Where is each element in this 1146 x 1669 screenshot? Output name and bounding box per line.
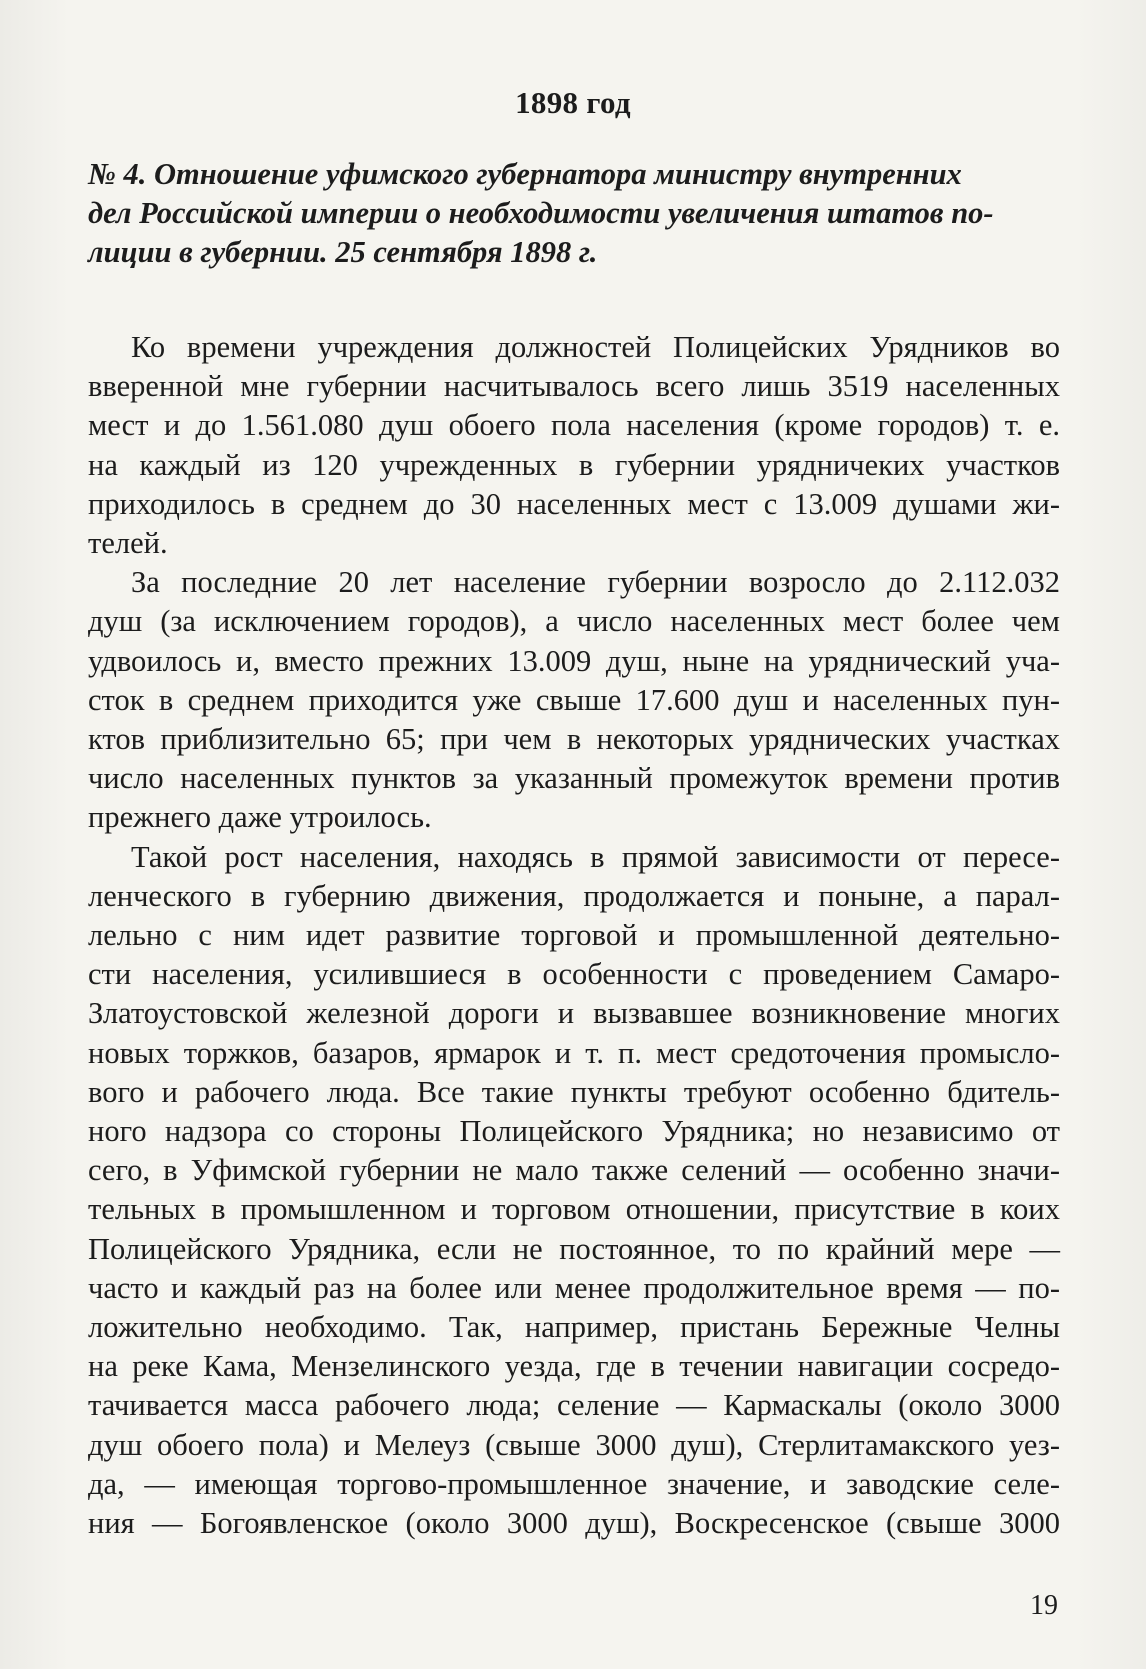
paragraph-line: телей.: [88, 526, 168, 561]
paragraph-line: Полицейского Урядника, если не постоянное, то по крайний мере —: [88, 1231, 1060, 1266]
paragraph-line: душ (за исключением городов), а число населенных мест более чем: [88, 604, 1060, 639]
paragraph-line: тельных в промышленном и торговом отношении, присутствие в коих: [88, 1192, 1060, 1227]
paragraph-line: лельно с ним идет развитие торговой и промышленной деятельно-: [88, 918, 1060, 953]
paragraph-line: За последние 20 лет население губернии возросло до 2.112.032: [131, 565, 1060, 600]
section-year-heading: 1898 год: [515, 85, 631, 120]
paragraph-line: часто и каждый раз на более или менее продолжительное время — по-: [88, 1270, 1060, 1305]
paragraph-line: Златоустовской железной дороги и вызвавшее возникновение многих: [88, 996, 1060, 1031]
paragraph-line: на каждый из 120 учрежденных в губернии урядничеких участков: [88, 447, 1060, 482]
paragraph-line: удвоилось и, вместо прежних 13.009 душ, ныне на урядничеcкий уча-: [88, 643, 1060, 678]
paragraph-line: ленческого в губернию движения, продолжается и поныне, а парал-: [88, 878, 1060, 913]
title-line: № 4. Отношение уфимского губернатора министру внутренних: [88, 157, 962, 191]
paragraph-line: вого и рабочего люда. Все такие пункты требуют особенно бдитель-: [88, 1074, 1060, 1109]
paragraph-line: ложительно необходимо. Так, например, пристань Бережные Челны: [88, 1310, 1060, 1345]
body-text: [88, 328, 1060, 1543]
paragraph-line: приходилось в среднем до 30 населенных мест с 13.009 душами жи-: [88, 486, 1060, 521]
page-number: 19: [1030, 1590, 1058, 1621]
paragraph-line: сти населения, усилившиеся в особенности с проведением Самаро-: [88, 957, 1060, 992]
title-line: дел Российской империи о необходимости увеличения штатов по-: [88, 196, 994, 230]
paragraph-line: вверенной мне губернии насчитывалось всего лишь 3519 населенных: [88, 369, 1060, 404]
paragraph-line: ния — Богоявленское (около 3000 душ), Воскресенское (свыше 3000: [88, 1506, 1060, 1541]
paragraph-line: новых торжков, базаров, ярмарок и т. п. мест средоточения промысло-: [88, 1035, 1060, 1070]
paragraph-line: ного надзора со стороны Полицейского Урядника; но независимо от: [88, 1114, 1060, 1149]
paragraph-line: да, — имеющая торгово-промышленное значение, и заводские селе-: [88, 1466, 1060, 1501]
paragraph-line: на реке Кама, Мензелинского уезда, где в течении навигации сосредо-: [88, 1349, 1060, 1384]
paragraph-line: сток в среднем приходится уже свыше 17.600 душ и населенных пун-: [88, 682, 1060, 717]
paragraph-line: Ко времени учреждения должностей Полицейских Урядников во: [131, 330, 1060, 364]
document-title: [88, 155, 1058, 272]
paragraph-line: тачивается масса рабочего люда; селение — Кармаскалы (около 3000: [88, 1388, 1060, 1423]
paragraph-line: сего, в Уфимской губернии не мало также селений — особенно значи-: [88, 1153, 1060, 1188]
paragraph-line: душ обоего пола) и Мелеуз (свыше 3000 душ), Стерлитамакского уез-: [88, 1427, 1060, 1462]
paragraph-line: ктов приблизительно 65; при чем в некоторых урядничеcких участках: [88, 722, 1060, 757]
paragraph-line: прежнего даже утроилось.: [88, 800, 432, 835]
paragraph-line: Такой рост населения, находясь в прямой зависимости от пересе-: [131, 839, 1060, 874]
paragraph-line: мест и до 1.561.080 душ обоего пола населения (кроме городов) т. е.: [88, 408, 1060, 443]
paragraph-line: число населенных пунктов за указанный промежуток времени против: [88, 761, 1060, 796]
title-line: лиции в губернии. 25 сентября 1898 г.: [88, 235, 598, 269]
